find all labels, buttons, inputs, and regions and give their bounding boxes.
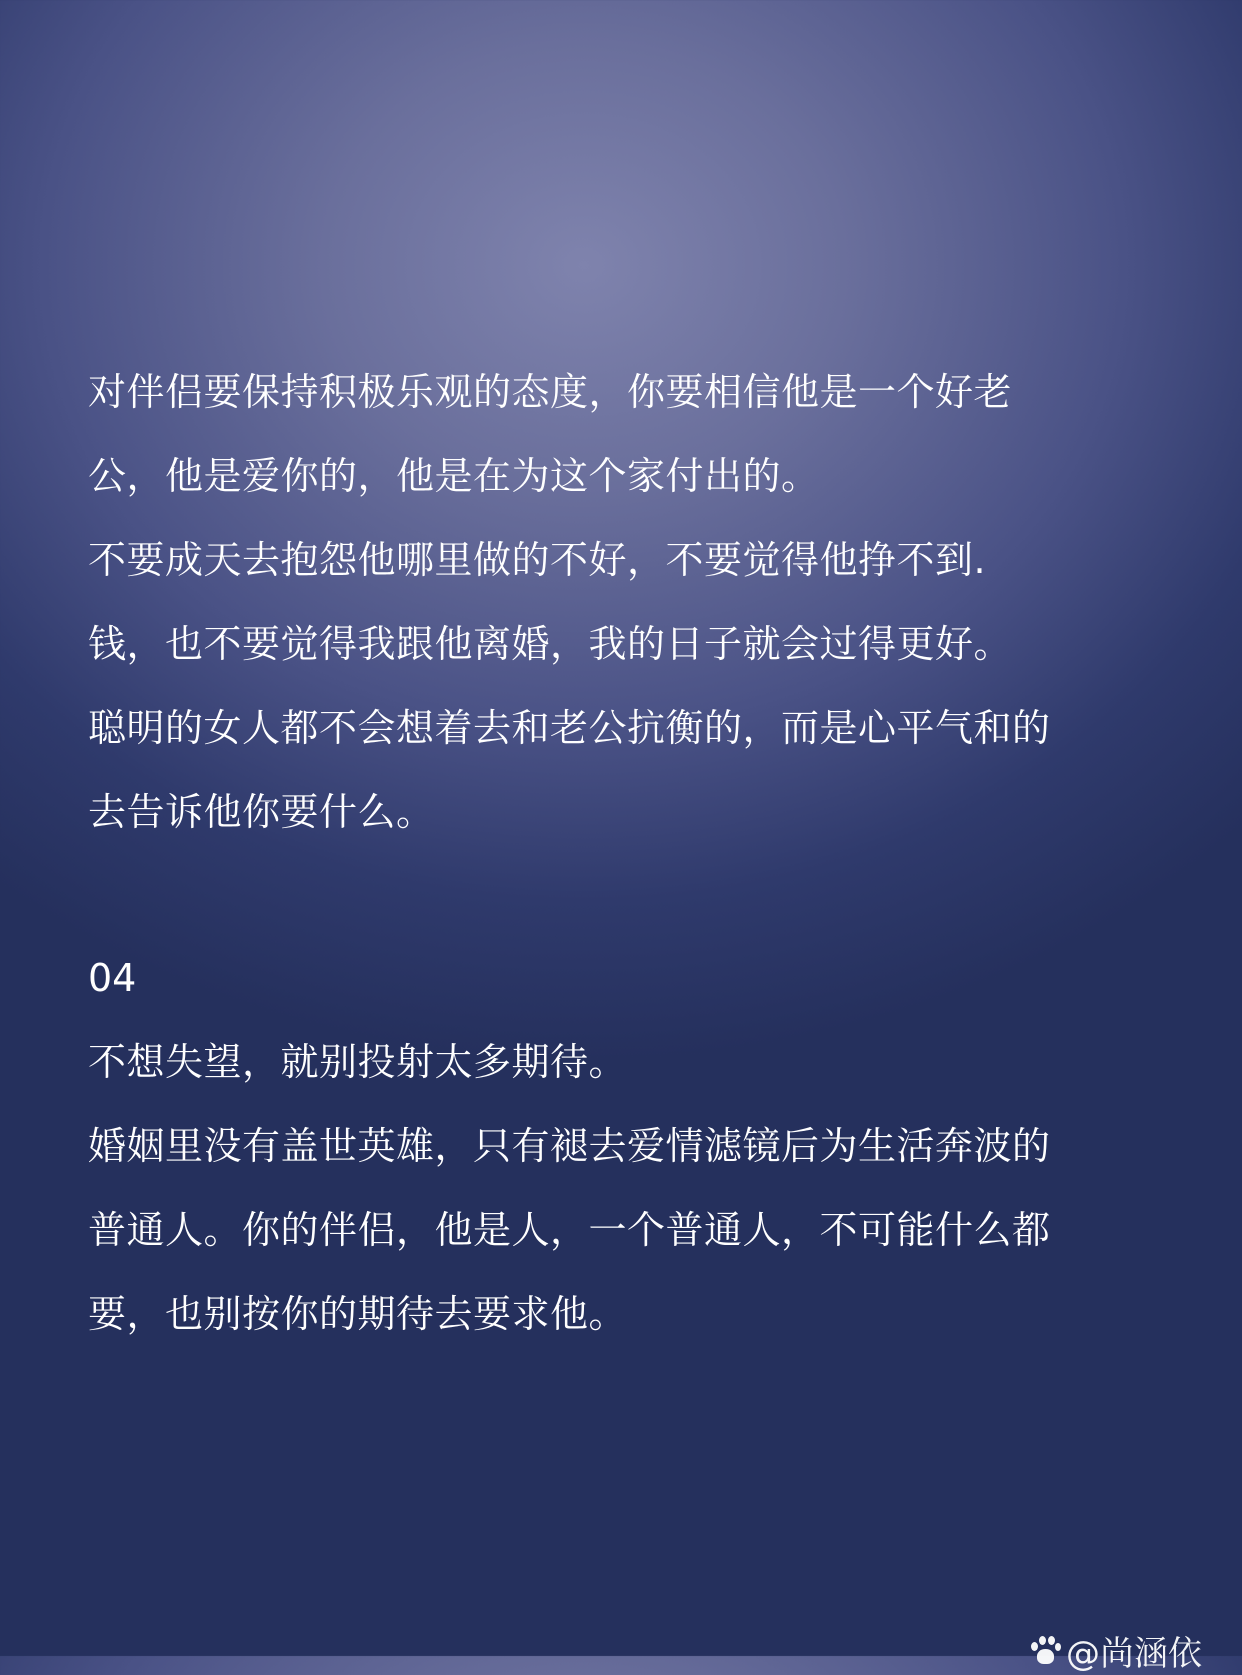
watermark-text: @尚涵依	[1066, 1634, 1202, 1674]
text-line: 对伴侣要保持积极乐观的态度，你要相信他是一个好老	[88, 370, 1013, 414]
text-line: 普通人。你的伴侣，他是人，一个普通人，不可能什么都	[88, 1208, 1051, 1252]
text-line: 不要成天去抱怨他哪里做的不好，不要觉得他挣不到.	[88, 538, 987, 582]
section-number: 04	[88, 956, 137, 1000]
text-line: 去告诉他你要什么。	[88, 790, 435, 834]
author-watermark	[1028, 1626, 1202, 1675]
paragraph-attitude	[88, 350, 1178, 854]
text-line: 婚姻里没有盖世英雄，只有褪去爱情滤镜后为生活奔波的	[88, 1124, 1051, 1168]
text-line: 公，他是爱你的，他是在为这个家付出的。	[88, 454, 820, 498]
paw-icon	[1028, 1634, 1062, 1668]
text-line: 聪明的女人都不会想着去和老公抗衡的，而是心平气和的	[88, 706, 1051, 750]
text-line: 要，也别按你的期待去要求他。	[88, 1292, 628, 1336]
text-line: 钱，也不要觉得我跟他离婚，我的日子就会过得更好。	[88, 622, 1013, 666]
text-line: 不想失望，就别投射太多期待。	[88, 1040, 628, 1084]
paragraph-expectations	[88, 1020, 1178, 1356]
